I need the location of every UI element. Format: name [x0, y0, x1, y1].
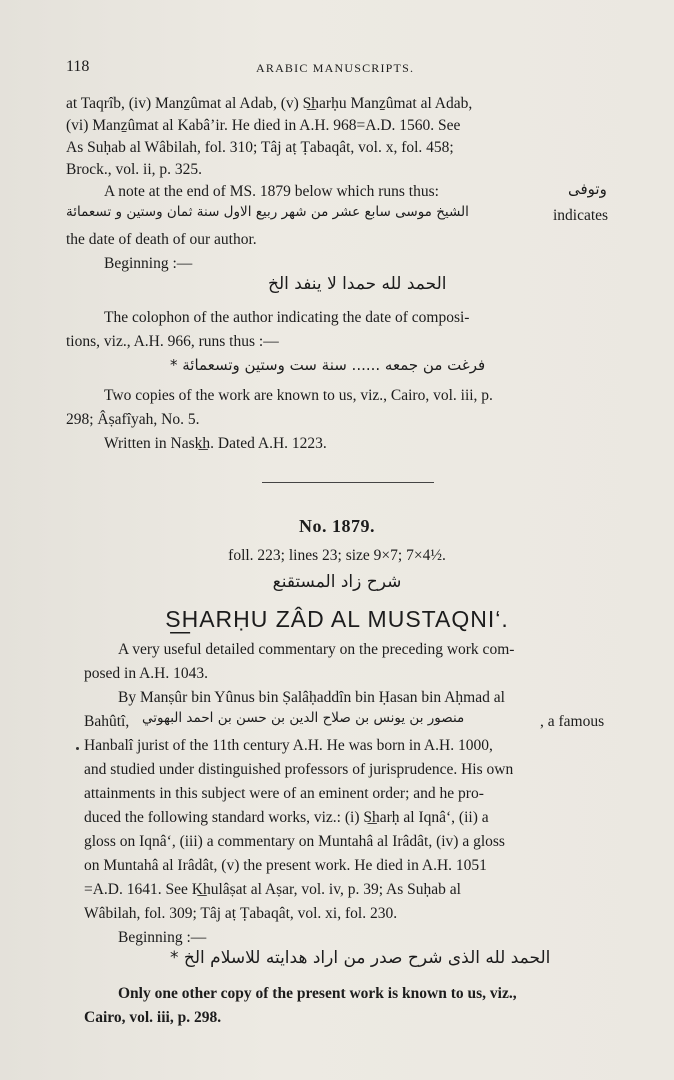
entry-line-10: =A.D. 1641. See K͟hulâṣat al Aṣar, vol. iv, p. 39; As Suḥab al	[84, 881, 461, 898]
prev-line-2: (vi) Manẕûmat al Kabâ’ir. He died in A.H. 968=A.D. 1560. See	[66, 117, 461, 134]
prev-line-1: at Taqrîb, (iv) Manẕûmat al Adab, (v) S͟harḥu Manẕûmat al Adab,	[66, 95, 473, 112]
copies-line-2: 298; Âṣafîyah, No. 5.	[66, 411, 200, 428]
entry-line-6: attainments in this subject were of an eminent order; and he pro-	[84, 785, 484, 802]
prev-line-3: As Suḥab al Wâbilah, fol. 310; Tâj aṭ Ṭabaqât, vol. x, fol. 458;	[66, 139, 454, 156]
bahuti-arabic: منصور بن يونس بن صلاح الدين بن حسن بن احمد البهوتي	[142, 710, 465, 726]
colophon-line-1: The colophon of the author indicating the date of composi-	[104, 309, 470, 326]
copy-line-2: Cairo, vol. iii, p. 298.	[84, 1009, 222, 1026]
note-arabic-1: وتوفى	[568, 180, 607, 198]
entry-line-1: A very useful detailed commentary on the preceding work com-	[118, 641, 515, 658]
running-title: ARABIC MANUSCRIPTS.	[256, 61, 415, 75]
prev-beginning-label: Beginning :—	[104, 255, 193, 272]
prev-beginning-arabic: الحمد لله حمدا لا ينفد الخ	[268, 274, 447, 294]
entry-specs: foll. 223; lines 23; size 9×7; 7×4½.	[228, 547, 446, 564]
margin-dot	[76, 747, 79, 750]
entry-line-3: By Manṣûr bin Yûnus bin Ṣalâḥaddîn bin Ḥasan bin Aḥmad al	[118, 689, 505, 706]
copies-line-1: Two copies of the work are known to us, viz., Cairo, vol. iii, p.	[104, 387, 493, 404]
entry-line-9: on Muntahâ al Irâdât, (v) the present work. He died in A.H. 1051	[84, 857, 487, 874]
entry-line-2: posed in A.H. 1043.	[84, 665, 208, 682]
entry-line-11: Wâbilah, fol. 309; Tâj aṭ Ṭabaqât, vol. xi, fol. 230.	[84, 905, 398, 922]
note-arabic-2: الشيخ موسى سابع عشر من شهر ربيع الاول سنة ثمان وستين و تسعمائة	[66, 204, 469, 220]
written-line: Written in Nask͟h. Dated A.H. 1223.	[104, 435, 327, 452]
entry-line-7: duced the following standard works, viz.: (i) S͟harḥ al Iqnâ‘, (ii) a	[84, 809, 489, 826]
page-number: 118	[66, 58, 90, 75]
colophon-arabic: فرغت من جمعه ...... سنة ست وستين وتسعمائة *	[170, 356, 486, 374]
entry-number: No. 1879.	[299, 516, 375, 536]
entry-beginning-arabic: الحمد لله الذى شرح صدر من اراد هدايته للاسلام الخ *	[170, 948, 551, 968]
entry-line-5: and studied under distinguished professors of jurisprudence. His own	[84, 761, 514, 778]
bahuti-start: Bahûtî,	[84, 713, 130, 730]
section-divider	[262, 482, 434, 483]
note-line-3: the date of death of our author.	[66, 231, 257, 248]
prev-line-4: Brock., vol. ii, p. 325.	[66, 161, 203, 178]
note-line-2-end: indicates	[553, 207, 609, 224]
colophon-line-2: tions, viz., A.H. 966, runs thus :—	[66, 333, 279, 350]
entry-line-8: gloss on Iqnâ‘, (iii) a commentary on Muntahâ al Irâdât, (iv) a gloss	[84, 833, 505, 850]
note-line-1: A note at the end of MS. 1879 below which runs thus:	[104, 183, 439, 200]
copy-line-1: Only one other copy of the present work is known to us, viz.,	[118, 985, 517, 1002]
entry-beginning-label: Beginning :—	[118, 929, 207, 946]
entry-title: S͟HARḤU ZÂD AL MUSTAQNI‘.	[165, 606, 509, 632]
entry-arabic-title: شرح زاد المستقنع	[272, 572, 402, 592]
entry-line-4: Hanbalî jurist of the 11th century A.H. He was born in A.H. 1000,	[84, 737, 493, 754]
bahuti-end: , a famous	[540, 713, 605, 730]
